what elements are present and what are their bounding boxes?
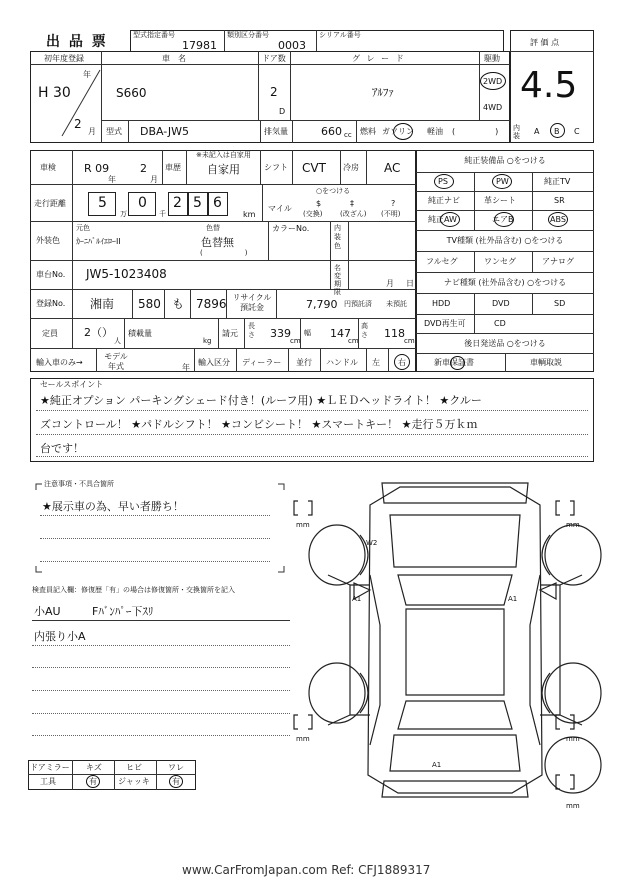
handle-left: 左 [372,358,380,367]
displacement-label: 排気量 [264,127,288,136]
model-code-label: 型式指定番号 [133,31,175,39]
load-label: 積載量 [128,329,152,338]
interior-label: 内装 [513,124,520,140]
circle-note: ○をつける [316,187,351,195]
color-paren: ( ) [200,249,248,257]
drive-2wd: 2WD [483,77,503,86]
reg-class: 580 [138,297,161,311]
rating-value: 4.5 [520,65,578,106]
rating-label: 評 価 点 [530,38,560,47]
length-unit: cm [290,337,301,345]
inspection-month-unit: 月 [150,175,158,184]
orig-color-label: 元色 [76,224,90,232]
mirror-label: ドアミラー [30,763,70,772]
color-change-value: 色替無 [201,236,234,249]
ac-label: 冷房 [343,163,359,172]
chassis-label: 車台No. [36,270,66,279]
inspector-note-1a: 小AU [34,605,61,618]
tv-fullseg: フルセグ [426,257,458,266]
height-unit: cm [404,337,415,345]
serial-label: シリアル番号 [319,31,361,39]
doors-value: 2 [270,85,278,99]
color-label: 外装色 [36,236,60,245]
inspection-year-unit: 年 [108,175,116,184]
inspector-note-1b: Fﾊﾞﾝﾊﾟｰ下ｽﾘ [92,605,154,618]
doors-label: ドア数 [262,54,286,63]
height-value: 118 [384,327,405,340]
mileage-digit-1: 5 [98,195,107,211]
use-value: 自家用 [207,163,240,176]
import-label: 輸入車のみ→ [36,358,83,367]
orig-color-value: ｶｰﾆﾊﾞﾙｲｴﾛｰII [76,237,121,246]
jack-label: ジャッキ [118,777,150,786]
reg-place: 湘南 [90,297,115,311]
tv-oneseg: ワンセグ [484,257,516,266]
interior-color-label: 内装色 [334,224,341,250]
mileage-digit-4: 5 [193,195,202,211]
handle-right: 右 [398,358,406,367]
tire-spare-mm: mm [566,802,580,810]
recycle-none: 未預託 [386,300,407,308]
color-change-label: 色替 [206,224,220,232]
navi-cd: CD [494,319,506,328]
damage-a1-rear: A1 [432,761,442,769]
recycle-unit: 円預託済 [344,300,372,308]
capacity-label: 定員 [42,329,58,338]
first-reg-label: 初年度登録 [44,54,84,63]
handle-right-circle [394,354,410,370]
footer-watermark: www.CarFromJapan.com Ref: CFJ1889317 [182,863,431,877]
car-name: S660 [116,86,147,100]
ac-value: AC [384,161,401,175]
name-change-label: 名変期限 [334,264,341,296]
capacity-unit: 人 [114,337,121,345]
equip-sr: SR [554,196,565,205]
navi-dvd: DVD [492,299,510,308]
inspection-label: 車検 [40,163,56,172]
fuel-gasoline-circle [393,123,413,140]
navi-sd: SD [554,299,566,308]
unknown-mark: ? [391,199,396,208]
shift-value: CVT [302,161,326,175]
equip-ps: PS [438,177,448,186]
parallel-option: 並行 [296,358,312,367]
name-change-day: 日 [406,279,414,288]
displacement-value: 660 [321,125,342,138]
first-reg-month: 2 [74,117,82,131]
tire-rr-mm: mm [566,735,580,743]
interior-a: A [534,127,540,136]
later-manual: 車輌取説 [530,358,562,367]
sales-line-3: 台です！ [40,442,84,455]
chassis-value: JW5-1023408 [86,267,167,281]
width-label: 幅 [304,329,311,337]
damage-w2: W2 [366,539,378,547]
year-unit: 年 [83,70,91,79]
mileage-digit-3: 2 [173,195,182,211]
damage-a1-left: A1 [352,595,362,603]
equip-pw: PW [496,177,509,186]
type-label: 型式 [106,127,122,136]
navi-dvd-play: DVD再生可 [424,319,466,328]
inspector-note-2: 内張り小A [34,630,86,643]
sales-line-2: ズコントロール！ ★パドルシフト！ ★コンビシート！ ★スマートキー！ ★走行５万ｋｍ [40,418,478,431]
later-warranty: 新車保証書 [434,358,474,367]
mileage-km: km [243,210,256,219]
door-type: D [279,107,286,116]
inspection-value: R 09 [84,162,110,175]
req-label: 請元 [222,329,238,338]
mileage-label: 走行距離 [34,199,66,208]
mile-label: マイル [268,204,292,213]
mileage-digit-5: 6 [213,195,222,211]
later-title: 後日発送品 ○をつける [464,339,546,348]
fuel-gasoline: ガソリン [382,127,414,136]
category-value: 0003 [278,39,306,52]
car-name-label: 車 名 [162,54,186,63]
reg-num: 7896 [196,297,227,311]
drive-2wd-circle [480,72,506,90]
width-unit: cm [348,337,359,345]
first-reg-year: H 30 [38,85,71,101]
sheet-title: 出 品 票 [46,34,108,50]
width-value: 147 [330,327,351,340]
equip-navi: 純正ナビ [428,196,460,205]
damage-a1-right: A1 [508,595,518,603]
interior-c: C [574,127,580,136]
length-label: 長さ [248,322,255,339]
dealer-option: ディーラー [242,358,282,367]
load-unit: kg [203,337,212,345]
tools-yes: 有 [89,777,97,786]
inspection-month: 2 [140,162,147,175]
interior-b: B [554,127,560,136]
unknown-label: (不明) [381,210,401,218]
use-label: 車歴 [165,163,181,172]
model-year-unit: 年 [182,363,190,372]
import-kind-label: 輸入区分 [198,358,230,367]
height-label: 高さ [361,322,368,339]
tire-fl-mm: mm [296,521,310,529]
inspector-label: 検査員記入欄：修復歴「有」の場合は修復箇所・交換箇所を記入 [32,586,235,594]
mileage-man: 万 [120,210,127,218]
navi-hdd: HDD [432,299,451,308]
month-unit: 月 [88,127,96,136]
tire-fr-mm: mm [566,521,580,529]
reg-no-label: 登録No. [36,299,66,308]
model-code-value: 17981 [182,39,217,52]
exchange-label: (交換) [303,210,323,218]
shift-label: シフト [264,163,288,172]
recycle-value: 7,790 [306,298,338,311]
ware-label: ワレ [168,763,184,772]
drive-label: 駆動 [484,54,500,63]
sales-line-1: ★純正オプション パーキングシェード付き！(ルーフ用) ★ＬＥＤヘッドライト！ ★クルー [40,394,482,407]
equipment-title: 純正装備品 ○をつける [464,156,546,165]
equip-leather: 革シート [484,196,516,205]
length-value: 339 [270,327,291,340]
equip-tv: 純正TV [544,177,571,186]
handle-label: ハンドル [326,358,358,367]
exchange-mark: $ [316,199,322,208]
hibi-label: ヒビ [126,763,142,772]
grade-value: ｱﾙﾌｧ [372,86,394,99]
tv-type-title: TV種類 (社外品含む) ○をつける [446,236,564,245]
mileage-digit-2: 0 [138,195,147,211]
equip-aw: 純正AW [428,215,457,224]
model-year-label: モデル年式 [104,352,128,371]
sales-label: セールスポイント [40,380,104,389]
tools-label: 工具 [40,777,56,786]
interior-b-circle [550,123,565,138]
jack-yes: 有 [172,777,180,786]
tamper-mark: ‡ [350,199,354,208]
category-label: 類別区分番号 [227,31,269,39]
light-oil: 軽油 [427,127,443,136]
reg-kana: も [172,297,185,311]
tamper-label: (改ざん) [340,210,367,218]
navi-type-title: ナビ種類 (社外品含む) ○をつける [443,278,567,287]
fuel-label: 燃料 [360,127,376,136]
equip-airbag: エアB [492,215,514,224]
notes-line-1: ★展示車の為、早い者勝ち！ [42,500,184,513]
drive-4wd: 4WD [483,103,503,112]
mileage-sen: 千 [159,210,166,218]
color-no-label: カラーNo. [272,224,310,233]
notes-label: 注意事項・不具合箇所 [44,480,114,488]
use-note: ※未記入は自家用 [196,151,251,159]
equip-abs: ABS [550,215,566,224]
cc-unit: cc [344,131,352,139]
name-change-month: 月 [386,279,394,288]
tv-analog: アナログ [542,257,574,266]
recycle-label: リサイクル預託金 [232,293,272,312]
grade-label: グ レ ー ド [352,54,406,63]
type-value: DBA-JW5 [140,125,190,138]
tire-rl-mm: mm [296,735,310,743]
kizu-label: キズ [86,763,102,772]
capacity-value: 2（） [84,326,113,339]
fuel-other-paren: ( ) [452,127,499,136]
